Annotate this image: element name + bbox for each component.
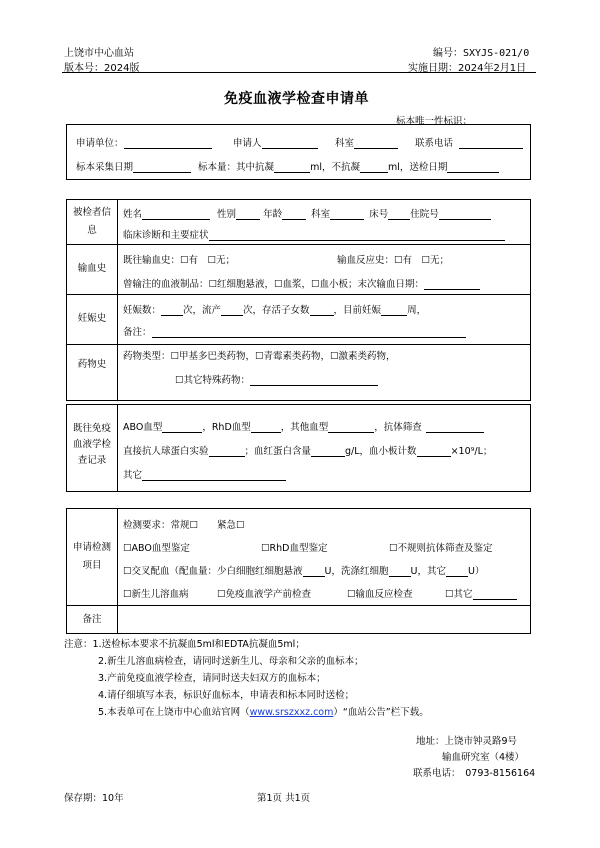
address-dept: 输血研究室（4楼） [442,752,525,763]
phone-field[interactable]: 联系电话 [415,135,523,149]
drug-other-field[interactable]: ☐其它特殊药物： [175,372,378,386]
pregnancy-remark-field[interactable]: 备注： [123,324,466,338]
diagnosis-field[interactable]: 临床诊断和主要症状 [123,227,505,241]
priority-field[interactable]: 检测要求：常规☐ 紧急☐ [123,520,245,531]
pregnancy-field[interactable]: 妊娠数： 次，流产 次，存活子女数 ，目前妊娠 周， [123,305,427,316]
note-5: 5.本表单可在上饶市中心血站官网（www.srszxxz.com）“血站公告”栏下载。 [98,707,429,718]
pregnancy-history-label: 妊娠史 [77,313,107,324]
department-field[interactable]: 科室 [335,135,398,149]
drug-types-field[interactable]: 药物类型：☐甲基多巴类药物，☐青霉素类药物，☐激素类药物， [123,351,396,362]
previous-other-field[interactable]: 其它 [123,467,286,481]
request-other-check[interactable]: ☐其它 [445,586,517,600]
sample-id-label: 标本唯一性标识： [396,116,473,127]
header-code: 编号：SXYJS-021/0 [433,48,530,59]
page-number: 第1页 共1页 [257,793,311,804]
dat-field[interactable]: 直接抗人球蛋白实验 ；血红蛋白含量 g/L，血小板计数 ×10⁹/L； [123,446,493,457]
patient-row-1[interactable]: 姓名 性别 年龄 科室 床号 住院号 [123,206,491,220]
prenatal-check[interactable]: ☐免疫血液学产前检查 [217,589,312,600]
retention-period: 保存期：10年 [64,793,124,804]
blood-type-field[interactable]: ABO血型 ，RhD血型 ，其他血型 ，抗体筛查 [123,419,484,433]
remarks-label: 备注 [82,614,102,625]
website-link[interactable]: www.srszxxz.com [249,707,334,718]
note-3: 3.产前免疫血液学检查，请同时送夫妇双方的血标本； [98,673,326,684]
requested-tests-box [66,508,531,634]
reaction-check[interactable]: ☐输血反应检查 [347,589,413,600]
applicant-field[interactable]: 申请人 [233,135,318,149]
collect-date-field[interactable]: 标本采集日期 标本量：其中抗凝 ml，不抗凝 ml，送检日期 [76,159,499,173]
note-4: 4.请仔细填写本表，标识好血标本，申请表和标本同时送检； [98,690,355,701]
transfusion-history-field[interactable]: 既往输血史：☐有 ☐无； [123,255,236,266]
blood-products-field[interactable]: 曾输注的血液制品：☐红细胞悬液，☐血浆，☐血小板；末次输血日期： [123,276,480,290]
page-title: 免疫血液学检查申请单 [224,91,369,107]
rhd-check[interactable]: ☐RhD血型鉴定 [261,543,328,554]
contact-phone: 联系电话： 0793-8156164 [413,768,536,779]
previous-tests-box [66,404,531,492]
drug-history-label: 药物史 [77,359,107,370]
note-2: 2.新生儿溶血病检查，请同时送新生儿、母亲和父亲的血标本； [98,656,364,667]
newborn-check[interactable]: ☐新生儿溶血病 [123,589,189,600]
address: 地址：上饶市钟灵路9号 [416,736,518,747]
transfusion-history-label: 输血史 [77,263,107,274]
antibody-check[interactable]: ☐不规则抗体筛查及鉴定 [389,543,493,554]
transfusion-reaction-field[interactable]: 输血反应史：☐有 ☐无； [337,255,450,266]
header-version: 版本号：2024版 [64,63,140,74]
request-info-box [66,124,531,180]
header-org: 上饶市中心血站 [64,48,134,59]
crossmatch-field[interactable]: ☐交叉配血（配血量：少白细胞红细胞悬液 U，洗涤红细胞 U，其它 U） [123,566,485,577]
previous-tests-label: 既往免疫血液学检查记录 [72,423,111,466]
patient-table [66,199,531,401]
note-1: 注意：1.送检标本要求不抗凝血5ml和EDTA抗凝血5ml； [64,639,305,650]
header-rule [62,72,536,73]
header-effective: 实施日期：2024年2月1日 [408,63,527,74]
patient-info-label: 被检者信息 [72,207,111,236]
unit-field[interactable]: 申请单位： [76,135,212,149]
requested-tests-label: 申请检测项目 [72,542,111,571]
notes [64,636,429,721]
abo-check[interactable]: ☐ABO血型鉴定 [123,543,190,554]
